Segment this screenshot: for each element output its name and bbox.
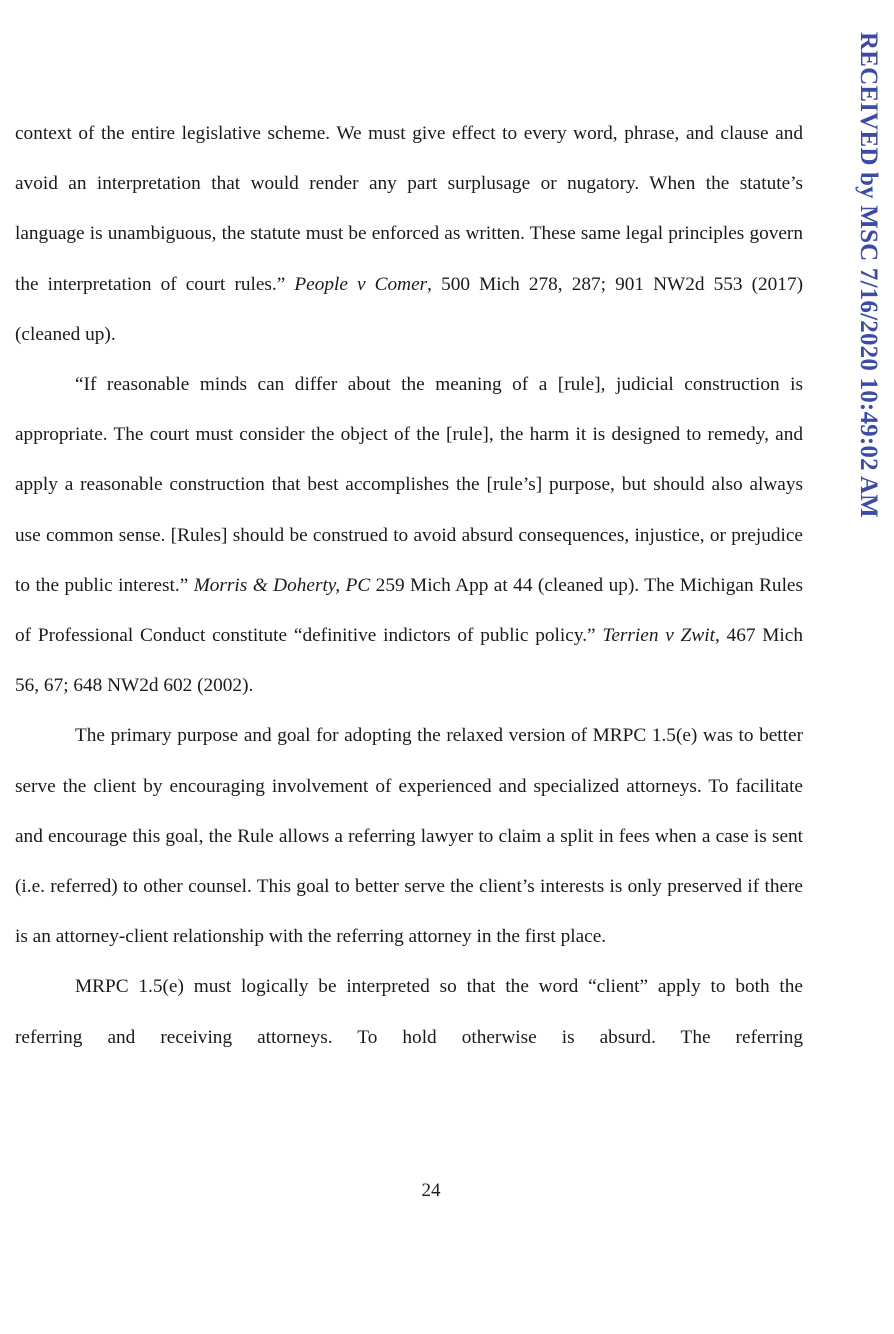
paragraph-4: MRPC 1.5(e) must logically be interpreted so that the word “client” apply to both the referring and receiving attorneys. To hold otherwise is absurd. The referring xyxy=(15,976,803,1048)
paragraph-2 xyxy=(15,360,803,711)
received-stamp: RECEIVED by MSC 7/16/2020 10:49:02 AM xyxy=(855,32,882,518)
paragraph-2-text: “If reasonable minds can differ about the meaning of a [rule], judicial construction is appropriate. The court must consider the object of the [rule], the harm it is designed to remedy, and apply a reasonable construction that best accomplishes the [rule’s] purpose, but should also always use common sense. [Rules] should be construed to avoid absurd consequences, injustice, or prejudice to the public interest.” xyxy=(15,374,803,596)
case-citation: People v Comer xyxy=(294,273,428,295)
paragraph-1-text: context of the entire legislative scheme. We must give effect to every word, phrase, and clause and avoid an interpretation that would render any part surplusage or nugatory. When the statute’s language is unambiguous, the statute must be enforced as written. These same legal principles govern the interpretation of court rules.” xyxy=(15,123,803,295)
paragraph-1-text-end: , 500 Mich 278, 287; 901 NW2d 553 (2017) (cleaned up). xyxy=(15,273,803,345)
paragraph-2-text-end: , 467 Mich 56, 67; 648 NW2d 602 (2002). xyxy=(15,625,803,697)
case-citation: Morris & Doherty, PC xyxy=(193,574,371,596)
case-citation: Terrien v Zwit xyxy=(602,625,715,647)
paragraph-2-text-mid: 259 Mich App at 44 (cleaned up). The Michigan Rules of Professional Conduct constitute “definitive indictors of public policy.” xyxy=(15,574,803,647)
paragraph-3: The primary purpose and goal for adopting the relaxed version of MRPC 1.5(e) was to better serve the client by encouraging involvement of experienced and specialized attorneys. To facilitate and encourage this goal, the Rule allows a referring lawyer to claim a split in fees when a case is sent (i.e. referred) to other counsel. This goal to better serve the client’s interests is only preserved if there is an attorney-client relationship with the referring attorney in the first place. xyxy=(15,725,803,948)
document-body xyxy=(15,109,803,1063)
paragraph-1 xyxy=(15,109,803,360)
page-number: 24 xyxy=(421,1180,441,1201)
